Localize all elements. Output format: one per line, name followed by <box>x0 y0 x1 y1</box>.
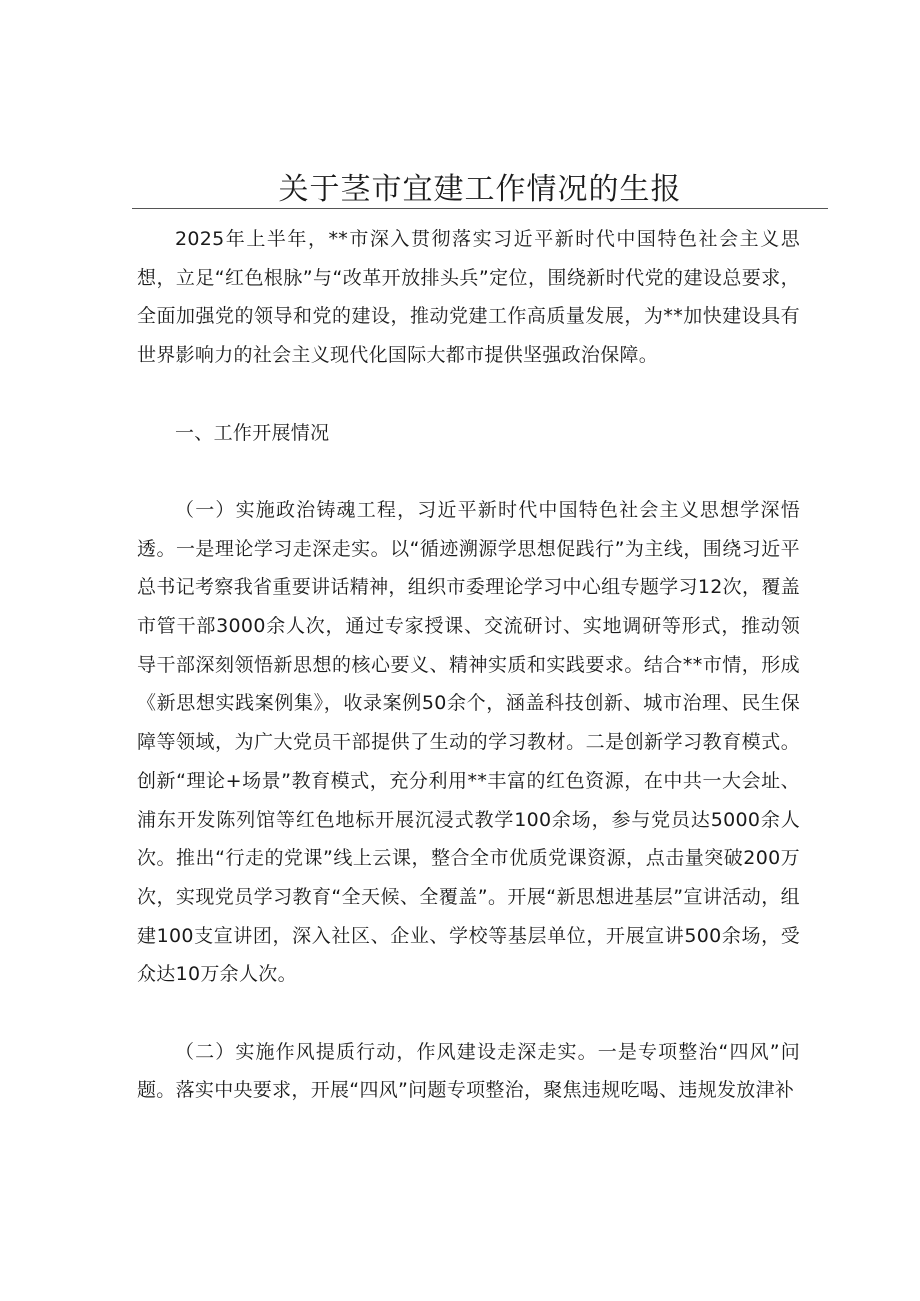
document-body <box>137 220 800 1110</box>
paragraph-gap <box>137 994 800 1033</box>
document-title: 关于茎市宜建工作情况的生报 <box>278 172 682 207</box>
section-heading: 一、工作开展情况 <box>175 421 330 444</box>
title-underline <box>132 208 828 209</box>
intro-paragraph: 2025年上半年，**市深入贯彻落实习近平新时代中国特色社会主义思想，立足“红色根脉”与“改革开放排头兵”定位，围绕新时代党的建设总要求，全面加强党的领导和党的建设，推动党建工作高质量发展，为**加快建设具有世界影响力的社会主义现代化国际大都市提供坚强政治保障。 <box>137 228 800 367</box>
section-paragraph-1: （一）实施政治铸魂工程，习近平新时代中国特色社会主义思想学深悟透。一是理论学习走深走实。以“循迹溯源学思想促践行”为主线，围绕习近平总书记考察我省重要讲话精神，组织市委理论学习中心组专题学习12次，覆盖市管干部3000余人次，通过专家授课、交流研讨、实地调研等形式，推动领导干部深刻领悟新思想的核心要义、精神实质和实践要求。结合**市情，形成《新思想实践案例集》，收录案例50余个，涵盖科技创新、城市治理、民生保障等领域，为广大党员干部提供了生动的学习教材。二是创新学习教育模式。创新“理论+场景”教育模式，充分利用**丰富的红色资源，在中共一大会址、浦东开发陈列馆等红色地标开展沉浸式教学100余场，参与党员达5000余人次。推出“行走的党课”线上云课，整合全市优质党课资源，点击量突破200万次，实现党员学习教育“全天候、全覆盖”。开展“新思想进基层”宣讲活动，组建100支宣讲团，深入社区、企业、学校等基层单位，开展宣讲500余场，受众达10万余人次。 <box>137 498 800 986</box>
paragraph-gap <box>137 375 800 414</box>
paragraph-gap <box>137 452 800 491</box>
section-paragraph-2: （二）实施作风提质行动，作风建设走深走实。一是专项整治“四风”问题。落实中央要求，开展“四风”问题专项整治，聚焦违规吃喝、违规发放津补 <box>137 1040 800 1102</box>
